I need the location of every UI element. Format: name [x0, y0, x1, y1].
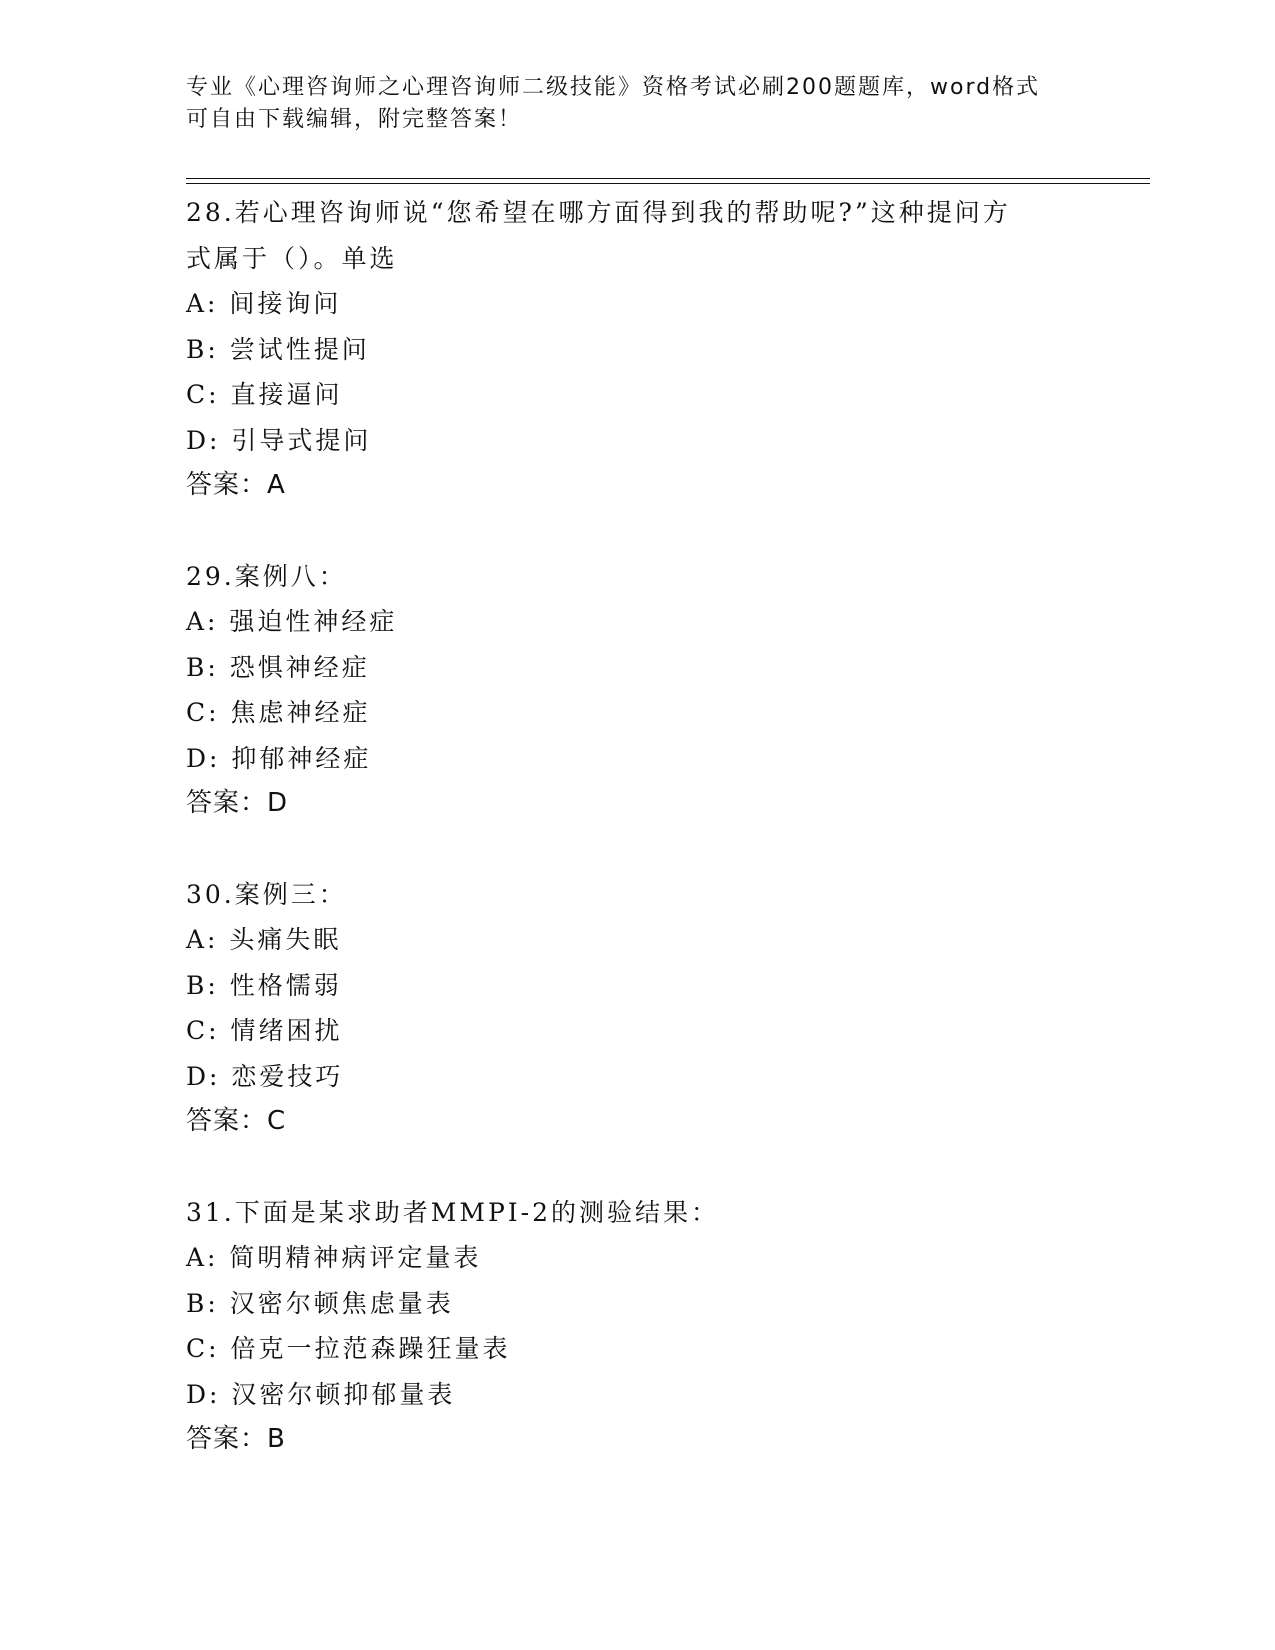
answer-line: 答案：B	[186, 1424, 286, 1454]
option-b: B: 尝试性提问	[186, 334, 370, 364]
question-block	[186, 554, 1086, 827]
question-block	[186, 1190, 1086, 1463]
option-c: C: 焦虑神经症	[186, 698, 371, 727]
option-a: A: 头痛失眠	[186, 925, 342, 954]
header-line-2: 可自由下载编辑，附完整答案！	[186, 107, 523, 132]
answer-line: 答案：C	[186, 1106, 287, 1136]
header-line-1: 专业《心理咨询师之心理咨询师二级技能》资格考试必刷200题题库，word格式	[186, 75, 1041, 100]
question-stem: 31.下面是某求助者MMPI-2的测验结果：	[186, 1197, 720, 1227]
question-block	[186, 872, 1086, 1145]
option-d: D: 恋爱技巧	[186, 1061, 344, 1091]
option-a: A: 简明精神病评定量表	[186, 1243, 482, 1272]
option-b: B: 汉密尔顿焦虑量表	[186, 1288, 454, 1318]
option-a: A: 间接询问	[186, 289, 342, 318]
option-d: D: 引导式提问	[186, 425, 372, 455]
question-stem: 式属于（）。单选	[186, 243, 398, 273]
option-d: D: 抑郁神经症	[186, 743, 372, 773]
question-list	[186, 190, 1086, 1463]
question-block	[186, 190, 1086, 509]
answer-line: 答案：A	[186, 470, 286, 500]
option-b: B: 恐惧神经症	[186, 652, 370, 682]
option-a: A: 强迫性神经症	[186, 607, 398, 636]
answer-line: 答案：D	[186, 788, 289, 818]
option-c: C: 倍克一拉范森躁狂量表	[186, 1334, 511, 1363]
question-stem: 28.若心理咨询师说“您希望在哪方面得到我的帮助呢?”这种提问方	[186, 198, 1011, 227]
option-d: D: 汉密尔顿抑郁量表	[186, 1379, 456, 1409]
option-c: C: 情绪困扰	[186, 1016, 343, 1045]
question-stem: 29.案例八：	[186, 561, 347, 591]
option-b: B: 性格懦弱	[186, 970, 342, 1000]
question-stem: 30.案例三：	[186, 879, 347, 909]
option-c: C: 直接逼问	[186, 380, 343, 409]
header-divider-top	[186, 178, 1150, 179]
header-divider-bottom	[186, 183, 1150, 184]
document-header	[186, 72, 1086, 136]
